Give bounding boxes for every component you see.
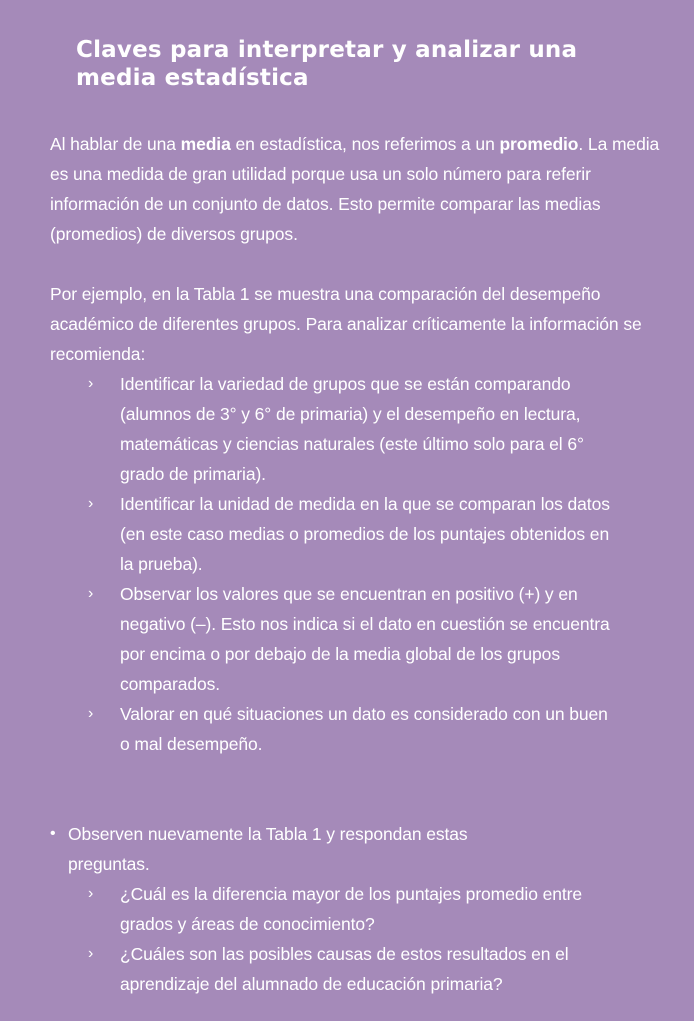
bullet-icon: • (50, 825, 56, 842)
chevron-right-icon: › (88, 945, 94, 962)
recommendation-text: Identificar la variedad de grupos que se están comparando (alumnos de 3° y 6° de primaria) y el desempeño en lectura, matemáticas y ciencias naturales (este último solo para el 6° grado de primaria). (120, 374, 584, 484)
term-promedio: promedio (499, 134, 579, 154)
question-item (50, 939, 610, 999)
page-title: Claves para interpretar y analizar una media estadística (76, 37, 578, 91)
chevron-right-icon: › (88, 495, 94, 512)
activity-text: Observen nuevamente la Tabla 1 y respondan estas preguntas. (68, 824, 468, 874)
term-media: media (180, 134, 231, 154)
chevron-right-icon: › (88, 885, 94, 902)
recommendation-item (50, 369, 610, 489)
example-paragraph: Por ejemplo, en la Tabla 1 se muestra una comparación del desempeño académico de diferentes grupos. Para analizar críticamente la información se recomienda: (50, 284, 642, 364)
chevron-right-icon: › (88, 585, 94, 602)
recommendation-item (50, 579, 610, 699)
recommendation-text: Identificar la unidad de medida en la que se comparan los datos (en este caso medias o promedios de los puntajes obtenidos en la prueba). (120, 494, 610, 574)
chevron-right-icon: › (88, 375, 94, 392)
chevron-right-icon: › (88, 705, 94, 722)
recommendation-text: Valorar en qué situaciones un dato es considerado con un buen o mal desempeño. (120, 704, 608, 754)
intro-text-2: en estadística, nos referimos a un (230, 134, 500, 154)
question-text: ¿Cuáles son las posibles causas de estos resultados en el aprendizaje del alumnado de educación primaria? (120, 944, 569, 994)
question-item (50, 879, 610, 939)
activity-instruction (50, 819, 538, 879)
intro-text-1: Al hablar de una (50, 134, 181, 154)
recommendations-list (50, 369, 610, 759)
question-text: ¿Cuál es la diferencia mayor de los puntajes promedio entre grados y áreas de conocimiento? (120, 884, 582, 934)
recommendation-text: Observar los valores que se encuentran en positivo (+) y en negativo (–). Esto nos indica si el dato en cuestión se encuentra por encima o por debajo de la media global de los grupos comparados. (120, 584, 610, 694)
recommendation-item (50, 699, 610, 759)
recommendation-item (50, 489, 610, 579)
questions-list (50, 879, 660, 999)
activity-section (50, 819, 660, 999)
intro-paragraph (50, 129, 660, 249)
intro-text-3: . La media es una medida de gran utilidad porque usa un solo número para referir información de un conjunto de datos. Esto permite comparar las medias (promedios) de diversos grupos. (50, 134, 660, 244)
